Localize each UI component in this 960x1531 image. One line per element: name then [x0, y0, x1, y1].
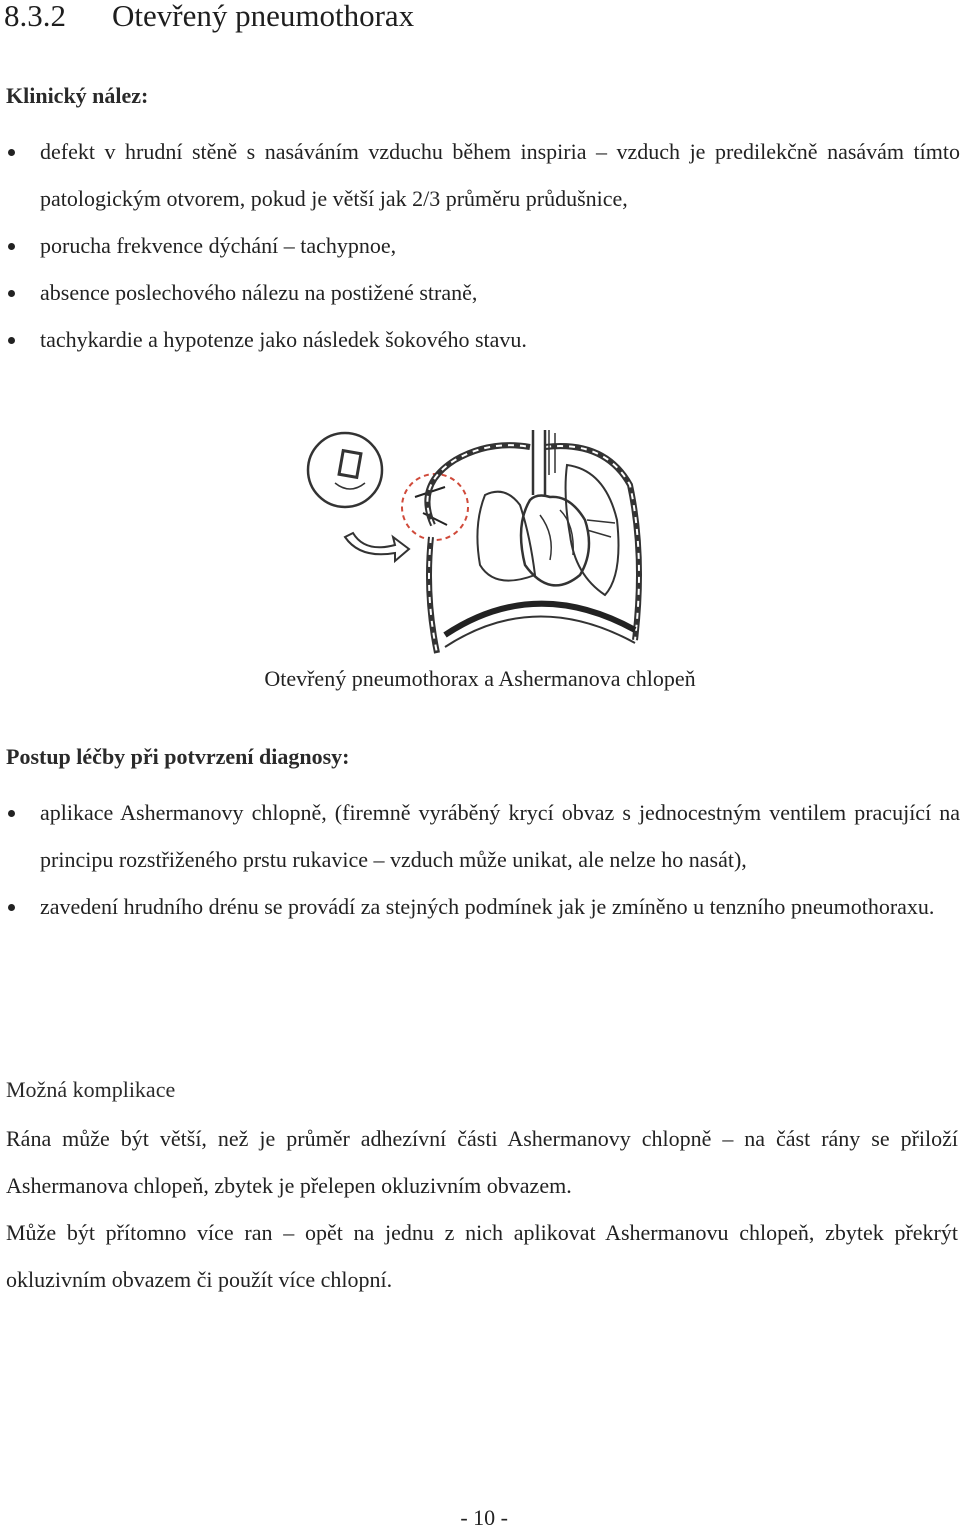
clinical-findings-title: Klinický nález:	[6, 83, 149, 108]
bullet-icon	[8, 149, 15, 156]
bullet-icon	[8, 810, 15, 817]
page-number	[0, 1505, 960, 1531]
list-item-text: defekt v hrudní stěně s nasáváním vzduchu během inspiria – vzduch je predilekčně nasávám tímto patologickým otvorem, pokud je větší jak 2/3 průměru průdušnice,	[40, 139, 960, 211]
list-item-text: absence poslechového nálezu na postižené straně,	[40, 280, 478, 305]
list-item	[0, 789, 960, 883]
list-item	[0, 269, 960, 316]
clinical-findings-list	[0, 128, 960, 363]
section-number: 8.3.2	[4, 0, 66, 33]
list-item-text: zavedení hrudního drénu se provádí za stejných podmínek jak je zmíněno u tenzního pneumothoraxu.	[40, 894, 935, 919]
section-title: Otevřený pneumothorax	[112, 0, 415, 33]
treatment-list	[0, 789, 960, 930]
bullet-icon	[8, 243, 15, 250]
list-item	[0, 128, 960, 222]
list-item-text: aplikace Ashermanovy chlopně, (firemně vyráběný krycí obvaz s jednocestným ventilem pracující na principu rozstřiženého prstu rukavice – vzduch může unikat, ale nelze ho nasát),	[40, 800, 960, 872]
bullet-icon	[8, 290, 15, 297]
bullet-icon	[8, 904, 15, 911]
list-item-text: porucha frekvence dýchání – tachypnoe,	[40, 233, 397, 258]
treatment-title: Postup léčby při potvrzení diagnosy:	[6, 744, 350, 769]
list-item	[0, 883, 960, 930]
complication-title: Možná komplikace	[6, 1077, 176, 1102]
figure-caption: Otevřený pneumothorax a Ashermanova chlopeň	[264, 666, 696, 691]
section-heading	[4, 0, 414, 34]
list-item	[0, 222, 960, 269]
complication-paragraph-2: Může být přítomno více ran – opět na jednu z nich aplikovat Ashermanovu chlopeň, zbytek překrýt okluzivním obvazem či použít více chlopní.	[6, 1220, 958, 1292]
chest-illustration	[305, 425, 650, 657]
list-item	[0, 316, 960, 363]
page-number-text: - 10 -	[460, 1505, 508, 1530]
complication-paragraph-1: Rána může být větší, než je průměr adhezívní části Ashermanovy chlopně – na část rány se přiloží Ashermanova chlopeň, zbytek je přelepen okluzivním obvazem.	[6, 1126, 958, 1198]
list-item-text: tachykardie a hypotenze jako následek šokového stavu.	[40, 327, 527, 352]
bullet-icon	[8, 337, 15, 344]
